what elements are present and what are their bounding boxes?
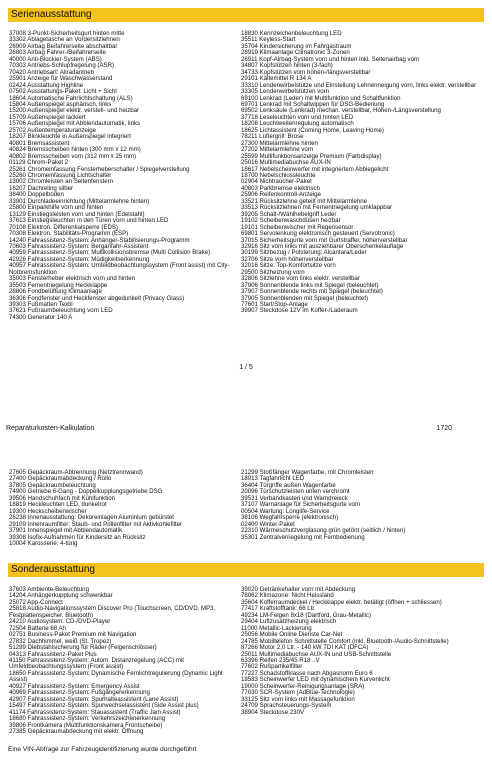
equipment-item: 70303 Antriebs-Schlupfregelung (ASR) xyxy=(9,62,115,70)
equipment-item: 34807 Kopfstützen hinten (3-fach) xyxy=(241,62,333,70)
equipment-item: 29109 Innenraumfilter: Staub- und Pollenfilter mit Aktivkohlefilter xyxy=(9,520,183,528)
equipment-item: 27605 Gepäckraum-Abtrennung (Netztrennwand) xyxy=(9,469,143,476)
equipment-item: 14204 Anhängerkupplung schwenkbar xyxy=(9,592,113,600)
footnote: Eine VIN-Abfrage zur Fahrzeugidentifizierung wurde durchgeführt xyxy=(8,746,197,753)
equipment-item: 02400 Winter-Paket xyxy=(241,520,295,528)
equipment-item: 02424 Ausstattung Highline xyxy=(9,81,84,89)
equipment-item: 39020 Getränkehalter vorn mit Abdeckung xyxy=(241,586,356,593)
serien-cont-left-column xyxy=(9,470,235,547)
equipment-item: 07502 Ausstattungs-Paket: Licht + Sicht xyxy=(9,88,117,96)
equipment-item: 77417 Kraftstofftank: 66 Ltr. xyxy=(241,605,316,613)
equipment-item: 18700 Nebelschlussleuchte xyxy=(241,171,316,179)
equipment-item: 70420 Antriebsart: Allradantrieb xyxy=(9,68,95,76)
equipment-item: 69100 Lenkrad (Leder) mit Multifunktion und Schaltfunktion xyxy=(241,94,401,102)
equipment-item: 39303 Fußmatten Textil xyxy=(9,301,73,309)
equipment-item: 41174 Fahrassistenz-System: Stauassistent (Traffic Jam Assist) xyxy=(9,708,181,716)
equipment-item: 19102 Scheibenwaschdüsen heizbar xyxy=(241,217,341,225)
equipment-item: 20096 Türschutzleisten unten verchromt xyxy=(241,488,350,496)
equipment-item: 27832 Dachhimmel, weiß (St. Tropez) xyxy=(9,637,112,645)
equipment-item: 74300 Generator 140 A xyxy=(9,313,73,321)
equipment-item: 69801 Servolenkung elektronisch gesteuert (Servotronic) xyxy=(241,230,395,238)
equipment-item: 33125 Sitz vorn links mit Massagefunktion xyxy=(241,695,355,703)
equipment-item: 30199 Sitzbezug / Polsterung: Alcantara/Leder xyxy=(241,249,367,257)
equipment-item: 18583 Scheinwerfer LED mit dynamischem Kurvenlicht xyxy=(241,676,390,684)
equipment-item: 25599 Multifunktionsanzeige Premium (Farbdisplay) xyxy=(241,152,382,160)
equipment-item: 18617 Nebelscheinwerfer mit integriertem Abbiegelicht xyxy=(241,165,389,173)
equipment-item: 18830 Kennzeichenbeleuchtung LED xyxy=(241,30,342,37)
equipment-item: 25261 Chromeinfassung Fensterheberschalter / Spiegelverstellung xyxy=(9,165,190,173)
equipment-item: 22310 Wärmeschutzverglasung grün getönt (seitlich / hinten) xyxy=(241,527,406,535)
equipment-item: 40000 Anti-Blockier-System (ABS) xyxy=(9,55,102,63)
equipment-item: 40959 Fahrassistenz-System: Multikollisionsbremse (Multi Collision Brake) xyxy=(9,249,211,257)
equipment-item: 02904 Nichtraucher-Paket xyxy=(241,178,312,186)
equipment-item: 25016 Multimediabuchse AUX-IN xyxy=(241,159,331,167)
section-header-sonderausstattung: Sonderausstattung xyxy=(8,563,484,577)
equipment-item: 51299 Diebstahlsicherung für Räder (Felgenschlösser) xyxy=(9,644,157,652)
equipment-item: 29101 Kältemittel R 134 A xyxy=(241,75,312,83)
equipment-item: 39806 Frontkamera (Multifunktionskamera Frontscheibe) xyxy=(9,721,163,729)
equipment-item: 14240 Fahrassistenz-System: Anhänger-Stabilisierungs-Programm xyxy=(9,236,190,244)
equipment-item: 01129 Chrom-Paket 2 xyxy=(9,159,69,167)
equipment-item: 70603 Fahrassistenz-System: Berganfahr-Assistent xyxy=(9,242,149,250)
equipment-item: 37015 Sicherheitsgurte vorn mit Gurtstraffer, höhenverstellbar xyxy=(241,236,408,244)
equipment-item: 02751 Business-Paket Premium mit Navigation xyxy=(9,631,137,639)
equipment-item: 35604 Kofferraumdeckel / Heckklappe elektr. betätigt (öffnen + schliessen) xyxy=(241,598,442,606)
equipment-item: 25906 Reifenkontroll-Anzeige xyxy=(241,191,321,199)
equipment-item: 40801 Bremsassistent xyxy=(9,139,70,147)
equipment-item: 70308 Elektron. Stabilitäts-Programm (ESP) xyxy=(9,230,129,238)
equipment-item: 33513 Rücksitzlehnen mit Fernentriegelung umklappbar xyxy=(241,204,393,212)
equipment-item: 26909 Airbag Beifahrerseite abschaltbar xyxy=(9,42,118,50)
equipment-item: 15804 Außenspiegel asphärisch, links xyxy=(9,100,112,108)
equipment-item: 24709 Sprachsteuerungs-System xyxy=(241,702,332,710)
equipment-item: 26238 Innenausstattung: Dekoreinlagen Aluminium gebürstet xyxy=(9,514,174,522)
equipment-item: 77601 Start/Stop-Anlage xyxy=(241,301,308,309)
equipment-item: 25056 Mobile Online Dienste Car-Net xyxy=(241,631,343,639)
equipment-item: 37107 Warnanlage für Sicherheitsgurte vorn xyxy=(241,501,361,509)
equipment-item: 41150 Fahrassistenz-System: Autom. Distanzregelung (ACC) mit Umfeldbeobachtungssystem (Front assist) xyxy=(9,656,186,671)
equipment-item: 40802 Bremsscheiben vorn (312 mm x 25 mm) xyxy=(9,152,137,160)
equipment-item: 39506 Handschuhfach mit Kühlfunktion xyxy=(9,494,116,502)
equipment-item: 37805 Gepäckraumbeleuchtung xyxy=(9,481,96,489)
equipment-item: 25072 App-Connect xyxy=(9,598,63,606)
equipment-item: 10004 Karosserie: 4-türig xyxy=(9,539,78,547)
equipment-item: 32806 Sitzlehne vorn links elektr. verstellbar xyxy=(241,275,360,283)
equipment-item: 13129 Einstiegsleisten vorn und hinten (Edelstahl) xyxy=(9,210,145,218)
equipment-item: 36404 Türgriffe außen Wagenfarbe xyxy=(241,481,336,489)
equipment-item: 33521 Rücksitzlehne geteilt mit Mittelarmlehne xyxy=(241,197,367,205)
equipment-item: 13002 Chromleisten an Seitenfenstern xyxy=(9,178,113,186)
equipment-item: 69502 Lenksäule (Lenkrad) mechan. verstellbar, Höhen-/Längsverstellung xyxy=(241,107,441,115)
equipment-item: 18680 Fahrassistenz-System: Verkehrszeichenerkennung xyxy=(9,715,166,723)
equipment-item: 33901 Durchladeeinrichtung (Mittelarmlehne hinten) xyxy=(9,197,150,205)
equipment-item: 35301 Zentralverriegelung mit Fernbedienung xyxy=(241,533,365,541)
equipment-item: 15200 Außenspiegel elektr. verstell- und heizbar xyxy=(9,107,140,115)
equipment-item: 39531 Verbandkasten und Warndreieck xyxy=(241,494,348,502)
equipment-item: 25901 Anzeige für Waschwasserstand xyxy=(9,75,113,83)
equipment-item: 28919 Klimaanlage Climatronic 3-Zonen xyxy=(241,49,350,57)
equipment-item: 29500 Sitzheizung vorn xyxy=(241,268,305,276)
equipment-item: 38904 Steckdose 230V xyxy=(241,708,305,716)
equipment-item: 15709 Außenspiegel lackiert xyxy=(9,113,86,121)
equipment-item: 33305 Lendenwirbelstützen vorn xyxy=(241,88,330,96)
equipment-item: 33302 Ablagetasche an Vordersitzlehnen xyxy=(9,36,120,44)
equipment-item: 28806 Fondbelüftung Klimaanlage xyxy=(9,288,102,296)
equipment-item: 35503 Fernentriegelung Heckklappe xyxy=(9,281,108,289)
serien-right-column xyxy=(241,31,479,315)
equipment-item: 27300 Mittelarmlehne hinten xyxy=(241,139,318,147)
equipment-item: 25702 Außentemperaturanzeige xyxy=(9,126,97,134)
equipment-item: 37613 Einstiegsleuchten in den Türen vorn und hinten LED xyxy=(9,217,169,225)
page-number: 1 / 5 xyxy=(239,364,253,371)
equipment-item: 36306 Fondfenster und Heckfenster abgedunkelt (Privacy Glass) xyxy=(9,294,185,302)
equipment-item: 18819 Heckleuchten LED, dunkelrot xyxy=(9,501,107,509)
equipment-item: 19000 Scheinwerfer-Reinigungsanlage (SRA) xyxy=(241,682,365,690)
equipment-item: 40803 Parkbremse elektrisch xyxy=(241,184,320,192)
sonder-left-column xyxy=(9,587,235,735)
equipment-item: 29404 Luftzusatzheizung elektrisch xyxy=(241,618,337,626)
equipment-item: 42926 Fahrassistenz-System: Müdigkeitserkennung xyxy=(9,255,150,263)
equipment-item: 04313 Fahrassistenz-Paket Plus xyxy=(9,650,97,658)
equipment-item: 77227 Schadstoffklasse nach Abgasnorm Euro 6 xyxy=(241,669,373,677)
equipment-item: 37905 Sonnenblenden mit Spiegel (beleuchtet) xyxy=(241,294,369,302)
equipment-item: 27385 Gepäckraumabdeckung mit elektr. Öffnung xyxy=(9,727,144,735)
equipment-item: 40969 Fahrassistenz-System: Fußgängererkennung xyxy=(9,689,150,697)
equipment-item: 18604 Automatische Fahrlichtschaltung (ALS) xyxy=(9,94,133,102)
equipment-item: 26911 Kopf-Airbag-System vorn und hinten inkl. Seitenairbag vorn xyxy=(241,55,420,63)
equipment-item: 33310 Lendenwirbelstütze und Einstellung Lehnenneigung vorn, links elektr. verstellbar xyxy=(241,81,477,89)
equipment-item: 77030 SCR-System (AdBlue-Technologie) xyxy=(241,689,355,697)
equipment-item: 63396 Reifen 235/45 R18 ..V xyxy=(241,656,320,664)
equipment-item: 74900 Getriebe 6-Gang - Doppelkupplungsgetriebe DSG xyxy=(9,488,163,496)
equipment-item: 21299 Stoßfänger Wagenfarbe, mit Chromleisten xyxy=(241,469,374,476)
equipment-item: 69701 Lenkrad mit Schaltwippen für DSG-Bedienung xyxy=(241,100,385,108)
equipment-item: 40957 Fahrassistenz-System: Umfeldbeobachtungssystem (Front assist) mit City-Notbremsfunktion xyxy=(9,262,230,276)
equipment-item: 42907 Fahrassistenz-System: Spurhalteassistent (Lane Assist) xyxy=(9,695,179,703)
equipment-item: 25818 Audio-Navigationssystem Discover Pro (Touchscreen, CD/DVD, MP3, Festplattenspeicher, Bluetooth) xyxy=(9,605,217,619)
equipment-item: 18207 Blinkleuchte in Außenspiegel integriert xyxy=(9,133,131,141)
equipment-item: 24210 Audiosystem: CD-/DVD-Player xyxy=(9,618,111,626)
equipment-item: 39205 Schalt-/Wählhebelgriff Leder xyxy=(241,210,337,218)
equipment-item: 32016 Sitze: Top-Komfortsitze vorn xyxy=(241,262,336,270)
serien-cont-right-column xyxy=(241,470,479,541)
equipment-item: 34733 Kopfstützen vorn höhen-/längsverstellbar xyxy=(241,68,371,76)
equipment-item: 37906 Sonnenblende links mit Spiegel (beleuchtet) xyxy=(241,281,379,289)
equipment-item: 18625 Lichtassistent (Coming Home, Leaving Home) xyxy=(241,126,384,134)
equipment-item: 39907 Steckdose 12V im Koffer-/Laderaum xyxy=(241,307,358,315)
equipment-item: 25011 Multimediabuchse AUX-IN und USB-Schnittstelle xyxy=(241,650,392,658)
document-title: Reparaturkosten-Kalkulation xyxy=(6,425,95,432)
equipment-item: 37718 Leseleuchten vorn und hinten LED xyxy=(241,113,354,121)
equipment-item: 38106 Wegfahrsperre (elektronisch) xyxy=(241,514,339,522)
equipment-item: 49234 LM-Felgen 8x18 (Dartford, Grau-Metallic) xyxy=(241,611,372,619)
document-number: 1720 xyxy=(436,425,452,432)
equipment-item: 32916 Sitz vorn links mit ausziehbarer Oberschenkelauflage xyxy=(241,242,404,250)
equipment-item: 00504 Wartung: Longlife-Service xyxy=(241,507,330,515)
equipment-item: 78062 Klimazone: Nicht Heissland xyxy=(241,592,334,600)
equipment-item: 24785 Mobiltelefon Schnittstelle Comfort (inkl. Bluetooth-/Audio-Schnittstelle) xyxy=(241,637,449,645)
section-header-serienausstattung: Serienausstattung xyxy=(8,8,484,22)
equipment-item: 19101 Scheibenwischer mit Regensensor xyxy=(241,223,354,231)
equipment-item: 40927 Fahrassistenz-System: Emergency Assist xyxy=(9,682,140,690)
equipment-item: 35704 Kindersicherung im Fahrgastraum xyxy=(241,42,352,50)
equipment-item: 18208 Leuchtweitenregulung automatisch xyxy=(241,120,354,128)
equipment-item: 37621 Fußraumbeleuchtung vorn LED xyxy=(9,307,113,315)
equipment-item: 27400 Gepäckraumabdeckung / Rollo xyxy=(9,475,112,483)
serien-left-column xyxy=(9,31,235,321)
equipment-item: 25260 Chromeinfassung Lichtschalter xyxy=(9,171,112,179)
equipment-item: 18650 Fahrassistenz-System: Dynamische Fernlichtregulierung (Dynamic Light Assist) xyxy=(9,669,225,684)
equipment-item: 27202 Mittelarmlehne vorn xyxy=(241,146,314,154)
equipment-item: 37008 3-Punkt-Sicherheitsgurt hinten mitte xyxy=(9,30,125,37)
equipment-item: 37603 Ambiente-Beleuchtung xyxy=(9,586,89,593)
equipment-item: 87266 Motor 2,0 Ltr. - 140 kW TDI KAT (DFCA) xyxy=(241,644,369,652)
sonder-right-column xyxy=(241,587,479,716)
equipment-item: 38400 Doppelboden xyxy=(9,191,64,199)
equipment-item: 39308 Isofix-Aufnahmen für Kindersitz an Rücksitz xyxy=(9,533,146,541)
equipment-item: 35511 Keyless-Start xyxy=(241,36,296,44)
equipment-item: 11000 Metallic-Lackierung xyxy=(241,624,312,632)
equipment-item: 15706 Außenspiegel mit Abblendautomatik, links xyxy=(9,120,141,128)
equipment-item: 77602 Rußpartikelfilter xyxy=(241,663,303,671)
equipment-item: 35003 Fensterheber elektrisch vorn und hinten xyxy=(9,275,136,283)
equipment-item: 37907 Sonnenblende rechts mit Spiegel (beleuchtet) xyxy=(241,288,383,296)
equipment-item: 32706 Sitze vorn höhenverstellbar xyxy=(241,255,334,263)
equipment-item: 25800 Einparkhilfe vorn und hinten xyxy=(9,204,104,212)
equipment-item: 78211 Lüftergrill: Brose xyxy=(241,133,304,141)
equipment-item: 18913 Tagfahrlicht LED xyxy=(241,475,305,483)
equipment-item: 40824 Bremsscheiben hinten (300 mm x 12 mm) xyxy=(9,146,141,154)
equipment-item: 15497 Fahrassistenz-System: Spurwechselassistent (Side Assist plus) xyxy=(9,702,199,710)
equipment-item: 26803 Airbag Fahrer-/Beifahrerseite xyxy=(9,49,106,57)
equipment-item: 70108 Elektron. Differentialsperre (EDS) xyxy=(9,223,118,231)
equipment-item: 72504 Batterie 68 Ah xyxy=(9,624,66,632)
equipment-item: 16207 Dachreling silber xyxy=(9,184,74,192)
equipment-item: 19300 Heckscheibenwischer xyxy=(9,507,87,515)
equipment-item: 37901 Innenspiegel mit Abblendautomatik xyxy=(9,527,123,535)
